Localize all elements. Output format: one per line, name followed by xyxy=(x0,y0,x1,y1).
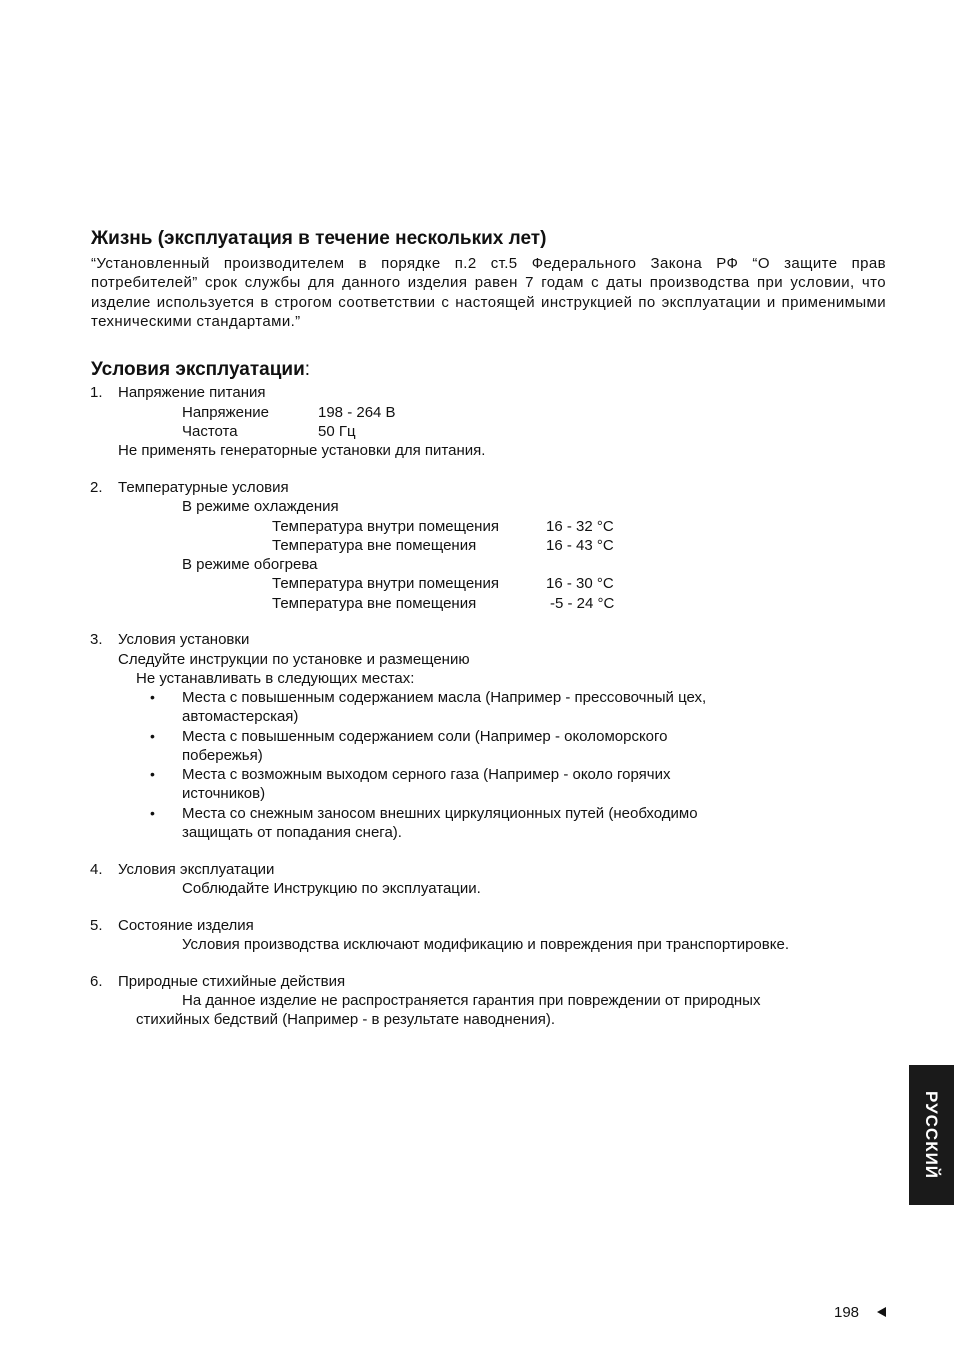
voltage-value: 198 - 264 В xyxy=(318,404,396,421)
list-item-continuation: автомастерская) xyxy=(182,708,299,725)
cooling-indoor-label: Температура внутри помещения xyxy=(272,518,499,535)
section5-title: Состояние изделия xyxy=(118,917,254,934)
heating-mode-label: В режиме обогрева xyxy=(182,556,318,573)
heating-outdoor-value: -5 - 24 °C xyxy=(550,595,615,612)
life-paragraph: “Установленный производителем в порядке п.2 ст.5 Федерального Закона РФ “О защите прав потребителей” срок службы для данного изделия равен 7 годам с даты производства при условии, что изделие используется в строгом соответствии с настоящей инструкцией по эксплуатации и применимыми техническими стандартами.” xyxy=(91,255,886,330)
section5-number: 5. xyxy=(90,917,103,934)
life-heading: Жизнь (эксплуатация в течение нескольких лет) xyxy=(91,228,547,249)
language-tab xyxy=(909,1065,954,1205)
cooling-outdoor-value: 16 - 43 °C xyxy=(546,537,614,554)
conditions-heading-text: Условия эксплуатации xyxy=(91,359,305,380)
install-instruction: Следуйте инструкции по установке и размещению xyxy=(118,651,470,668)
list-bullet: • xyxy=(150,728,155,744)
list-item-continuation: источников) xyxy=(182,785,266,802)
section2-title: Температурные условия xyxy=(118,479,289,496)
language-tab-label: РУССКИЙ xyxy=(922,1090,941,1180)
list-item-continuation: побережья) xyxy=(182,747,263,764)
section4-text: Соблюдайте Инструкцию по эксплуатации. xyxy=(182,880,481,897)
heating-indoor-label: Температура внутри помещения xyxy=(272,575,499,592)
triangle-left-icon xyxy=(877,1307,886,1317)
section6-number: 6. xyxy=(90,973,103,990)
list-bullet: • xyxy=(150,805,155,821)
section1-number: 1. xyxy=(90,384,103,401)
section6-text-line1: На данное изделие не распространяется гарантия при повреждении от природных xyxy=(182,992,761,1009)
list-item: Места с повышенным содержанием соли (Например - околоморского xyxy=(182,728,668,745)
list-item: Места с повышенным содержанием масла (Например - прессовочный цех, xyxy=(182,689,707,706)
cooling-outdoor-label: Температура вне помещения xyxy=(272,537,477,554)
conditions-heading-colon: : xyxy=(304,359,311,380)
heating-indoor-value: 16 - 30 °C xyxy=(546,575,614,592)
section4-number: 4. xyxy=(90,861,103,878)
cooling-indoor-value: 16 - 32 °C xyxy=(546,518,614,535)
list-item: Места со снежным заносом внешних циркуляционных путей (необходимо xyxy=(182,805,698,822)
cooling-mode-label: В режиме охлаждения xyxy=(182,498,339,515)
section3-number: 3. xyxy=(90,631,103,648)
list-item: Места с возможным выходом серного газа (Например - около горячих xyxy=(182,766,671,783)
section2-number: 2. xyxy=(90,479,103,496)
section6-title: Природные стихийные действия xyxy=(118,973,346,990)
section5-text: Условия производства исключают модификацию и повреждения при транспортировке. xyxy=(182,936,789,953)
install-prohibited-intro: Не устанавливать в следующих местах: xyxy=(136,670,415,687)
frequency-value: 50 Гц xyxy=(318,423,356,440)
page-number: 198 xyxy=(834,1304,860,1321)
section4-title: Условия эксплуатации xyxy=(118,861,275,878)
list-bullet: • xyxy=(150,766,155,782)
heating-outdoor-label: Температура вне помещения xyxy=(272,595,477,612)
section1-note: Не применять генераторные установки для питания. xyxy=(118,442,486,459)
list-item-continuation: защищать от попадания снега). xyxy=(182,824,402,841)
frequency-label: Частота xyxy=(182,423,238,440)
voltage-label: Напряжение xyxy=(182,404,269,421)
conditions-heading xyxy=(91,358,310,382)
section1-title: Напряжение питания xyxy=(118,384,266,401)
section6-text-line2: стихийных бедствий (Например - в результате наводнения). xyxy=(136,1011,555,1028)
section3-title: Условия установки xyxy=(118,631,250,648)
list-bullet: • xyxy=(150,689,155,705)
